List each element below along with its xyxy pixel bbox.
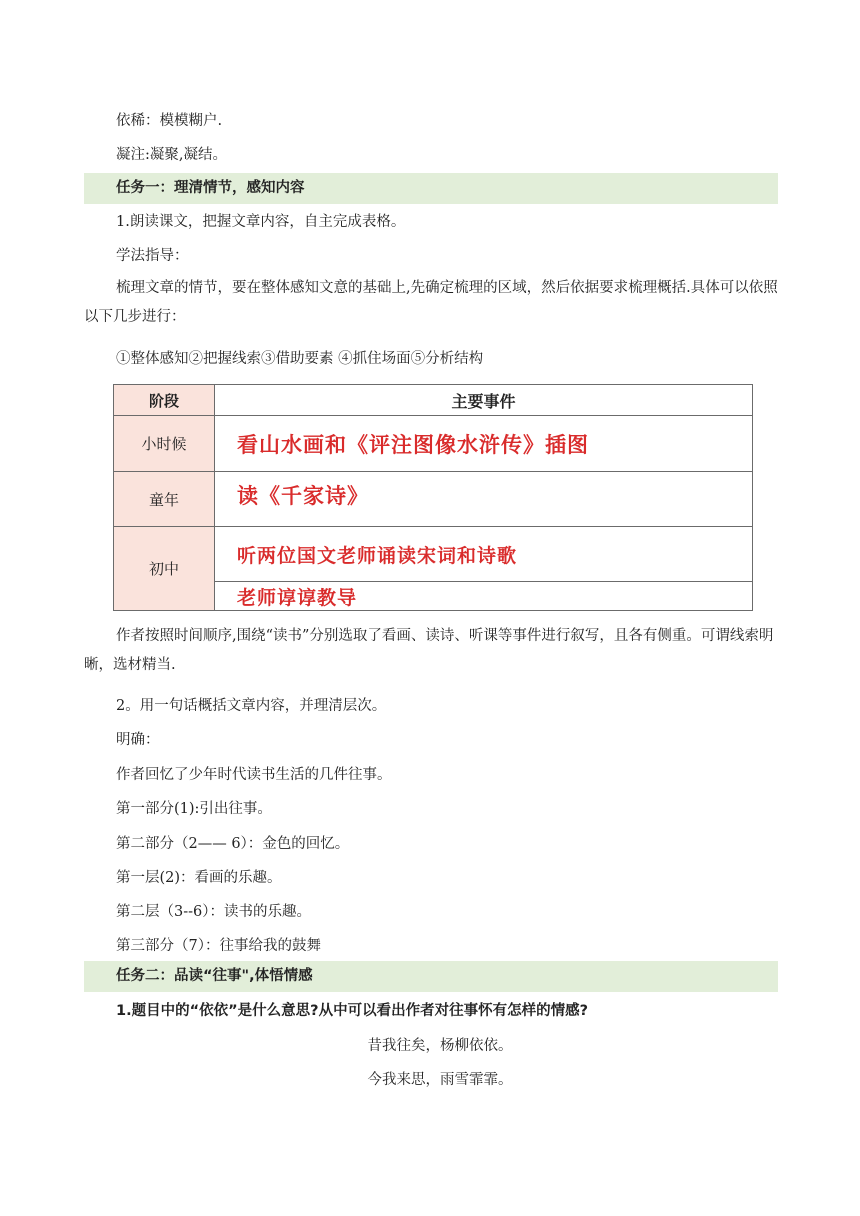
definition-yixi: 依稀：模模糊户.: [116, 113, 223, 129]
task1-question-2: 2。用一句话概括文章内容，并理清层次。: [116, 698, 387, 714]
event-text: 看山水画和《评注图像水浒传》插图: [237, 431, 589, 457]
answer-text: 作者回忆了少年时代读书生活的几件往事。: [116, 767, 392, 783]
layer-1: 第一层(2)：看画的乐趣。: [116, 870, 282, 886]
poem-line-1: 昔我往矣，杨柳依依。: [367, 1038, 513, 1054]
table-stage-cell: 童年: [114, 472, 215, 526]
task2-title: 任务二：品读“往事",体悟情感: [116, 968, 313, 984]
task1-title: 任务一：理清情节，感知内容: [116, 180, 305, 196]
table-stage-cell: 小时候: [114, 416, 215, 471]
table-header-stage: 阶段: [114, 385, 215, 415]
mingque-label: 明确：: [116, 732, 160, 748]
table-event-cell: [215, 527, 752, 581]
table-stage-cell: 初中: [114, 527, 215, 610]
event-text: 老师谆谆教导: [237, 586, 358, 609]
guide-steps: ①整体感知②把握线索③借助要素 ④抓住场面⑤分析结构: [116, 351, 484, 367]
task2-question-1: 1.题目中的“依依”是什么意思?从中可以看出作者对往事怀有怎样的情感?: [116, 1003, 588, 1019]
part-1: 第一部分(1):引出往事。: [116, 801, 272, 817]
task1-question-1: 1.朗读课文，把握文章内容，自主完成表格。: [116, 214, 406, 230]
table-header-events: 主要事件: [451, 391, 516, 411]
part-3: 第三部分（7）：往事给我的鼓舞: [116, 938, 321, 954]
table-event-cell: [215, 416, 752, 471]
guide-label: 学法指导：: [116, 248, 189, 264]
event-text: 读《千家诗》: [237, 483, 369, 508]
summary-paragraph: 作者按照时间顺序,围绕“读书”分别选取了看画、读诗、听课等事件进行叙写，且各有侧重。可谓线索明晰，选材精当.: [84, 628, 774, 673]
events-table: [113, 384, 753, 611]
table-event-cell: [215, 472, 752, 526]
poem-line-2: 今我来思，雨雪霏霏。: [367, 1072, 513, 1088]
definition-ningzhu: 凝注:凝聚,凝结。: [116, 147, 227, 163]
event-text: 听两位国文老师诵读宋词和诗歌: [237, 544, 518, 567]
table-event-cell: [215, 582, 752, 610]
guide-text: 梳理文章的情节，要在整体感知文意的基础上,先确定梳理的区域，然后依据要求梳理概括.具体可以依照以下几步进行：: [84, 280, 778, 325]
layer-2: 第二层（3--6）：读书的乐趣。: [116, 904, 311, 920]
part-2: 第二部分（2—— 6）：金色的回忆。: [116, 836, 350, 852]
